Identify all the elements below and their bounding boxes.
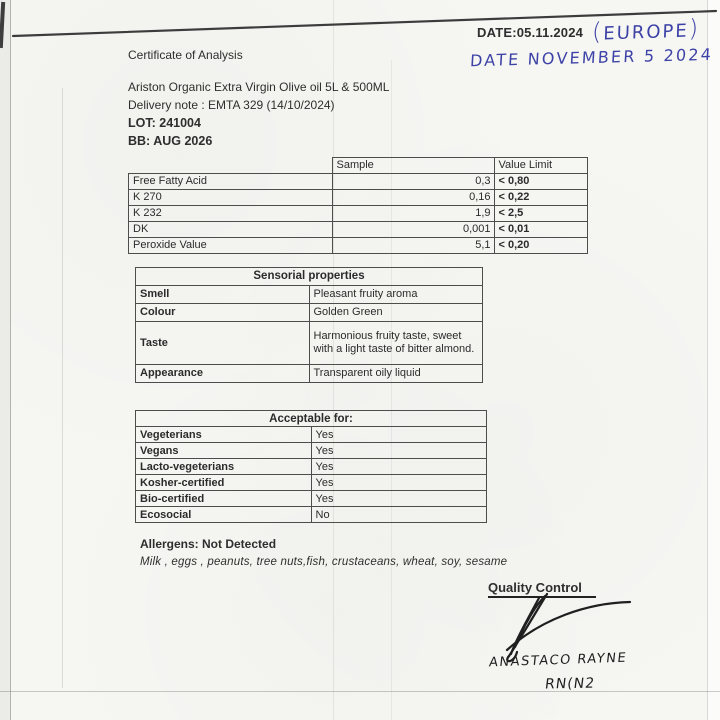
property-cell: Colour [136, 304, 310, 322]
allergens-list: Milk , eggs , peanuts, tree nuts,fish, crustaceans, wheat, soy, sesame [140, 556, 508, 568]
acceptable-for-table [135, 410, 487, 523]
property-cell: Appearance [136, 365, 310, 383]
handwritten-paren-close: ) [688, 14, 701, 43]
table-row [136, 491, 487, 507]
table-header-row [129, 158, 588, 174]
sample-cell: 1,9 [332, 206, 494, 222]
group-cell: Lacto-vegeterians [136, 459, 312, 475]
yes-no-cell: Yes [311, 491, 487, 507]
handwritten-date: DATE NOVEMBER 5 2024 [469, 44, 714, 71]
sample-cell: 0,16 [332, 190, 494, 206]
table-row [136, 322, 483, 365]
sample-cell: 0,001 [332, 222, 494, 238]
scan-left-edge [0, 0, 11, 720]
table-row [136, 286, 483, 304]
table-row [129, 174, 588, 190]
table-row [136, 443, 487, 459]
parameter-cell: Peroxide Value [129, 238, 333, 254]
group-cell: Vegeterians [136, 427, 312, 443]
value-cell: Harmonious fruity taste, sweet with a light taste of bitter almond. [309, 322, 483, 365]
table-row [136, 459, 487, 475]
value-cell: Golden Green [309, 304, 483, 322]
yes-no-cell: No [311, 507, 487, 523]
table-header-row [136, 268, 483, 286]
column-header-value-limit: Value Limit [494, 158, 587, 174]
handwritten-note: RN(N2 [544, 675, 597, 693]
limit-cell: < 0,22 [494, 190, 587, 206]
paper-crease-vertical [62, 88, 63, 688]
lot-number: LOT: 241004 [128, 116, 201, 130]
paper-crease-horizontal [0, 691, 720, 692]
yes-no-cell: Yes [311, 443, 487, 459]
document-title: Certificate of Analysis [128, 48, 243, 62]
limit-cell: < 2,5 [494, 206, 587, 222]
handwritten-region-annotation [592, 14, 701, 46]
yes-no-cell: Yes [311, 459, 487, 475]
value-cell: Pleasant fruity aroma [309, 286, 483, 304]
best-before: BB: AUG 2026 [128, 134, 213, 148]
handwritten-paren-open: ( [591, 17, 604, 46]
scan-right-edge [707, 0, 720, 720]
allergens-heading: Allergens: Not Detected [140, 537, 277, 551]
parameter-cell: DK [129, 222, 333, 238]
sample-cell: 0,3 [332, 174, 494, 190]
handwritten-region-text: EUROPE [602, 20, 690, 45]
sample-cell: 5,1 [332, 238, 494, 254]
table-header-row [136, 411, 487, 427]
table-row [136, 427, 487, 443]
column-header-sample: Sample [332, 158, 494, 174]
parameter-cell: K 232 [129, 206, 333, 222]
handwritten-name: ANASTACO RAYNE [488, 650, 628, 671]
product-name: Ariston Organic Extra Virgin Olive oil 5L & 500ML [128, 80, 390, 94]
table-row [136, 304, 483, 322]
acceptable-table-title: Acceptable for: [136, 411, 487, 427]
table-row [136, 365, 483, 383]
table-row [136, 475, 487, 491]
delivery-note: Delivery note : EMTA 329 (14/10/2024) [128, 98, 335, 112]
property-cell: Taste [136, 322, 310, 365]
empty-header-cell [129, 158, 333, 174]
yes-no-cell: Yes [311, 427, 487, 443]
sensorial-table-title: Sensorial properties [136, 268, 483, 286]
limit-cell: < 0,20 [494, 238, 587, 254]
property-cell: Smell [136, 286, 310, 304]
printed-date: DATE:05.11.2024 [477, 25, 584, 40]
analysis-table [128, 157, 588, 254]
parameter-cell: K 270 [129, 190, 333, 206]
group-cell: Vegans [136, 443, 312, 459]
group-cell: Bio-certified [136, 491, 312, 507]
table-row [129, 206, 588, 222]
value-cell: Transparent oily liquid [309, 365, 483, 383]
group-cell: Kosher-certified [136, 475, 312, 491]
table-row [129, 238, 588, 254]
quality-control-heading: Quality Control [488, 580, 596, 598]
table-row [129, 190, 588, 206]
group-cell: Ecosocial [136, 507, 312, 523]
table-row [136, 507, 487, 523]
limit-cell: < 0,01 [494, 222, 587, 238]
parameter-cell: Free Fatty Acid [129, 174, 333, 190]
sensorial-properties-table [135, 267, 483, 383]
limit-cell: < 0,80 [494, 174, 587, 190]
yes-no-cell: Yes [311, 475, 487, 491]
table-row [129, 222, 588, 238]
